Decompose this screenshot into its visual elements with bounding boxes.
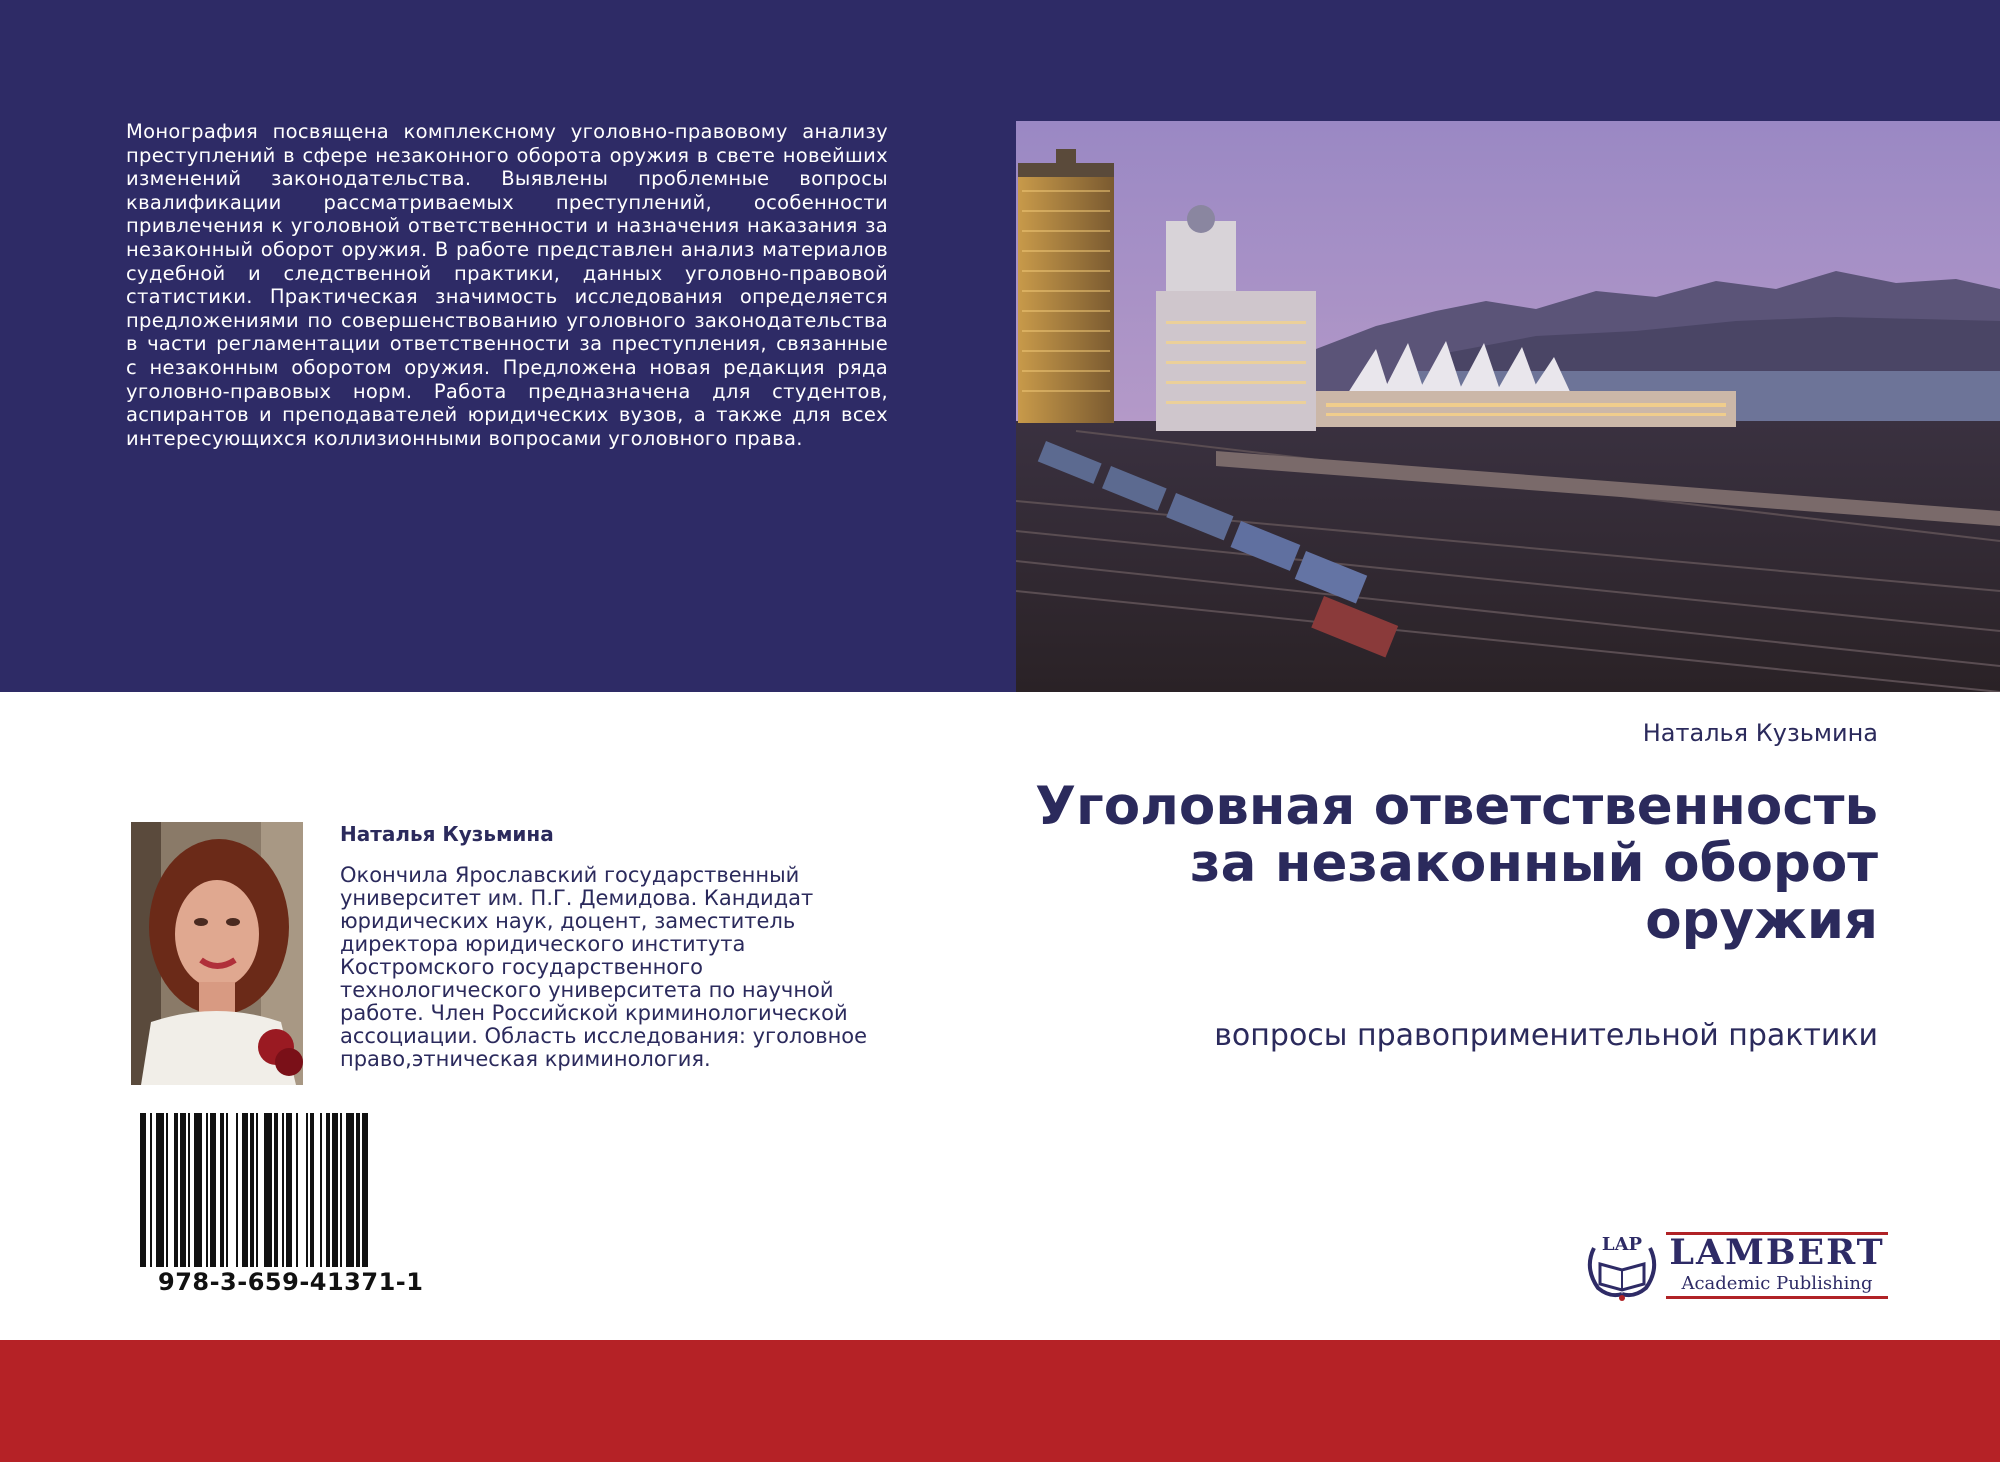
publisher-name: LAMBERT [1666,1232,1888,1271]
barcode-bar [166,1113,168,1267]
barcode-bar [306,1113,308,1267]
lap-emblem-icon [1580,1228,1666,1302]
barcode-bar [140,1113,146,1267]
bio-text: Окончила Ярославский государственный университет им. П.Г. Демидова. Кандидат юридических наук, доцент, заместитель директора юридического института Костромского государственного технологического университета по научной работе. Член Российской криминологической ассоциации. Область исследования: уголовное право,этническая криминология. [340,863,868,1071]
publisher-tagline: Academic Publishing [1666,1272,1888,1299]
barcode-bar [362,1113,368,1267]
barcode-bar [226,1113,228,1267]
barcode-bar [256,1113,258,1267]
barcode-bar [206,1113,208,1267]
front-cover-author: Наталья Кузьмина [1642,719,1878,747]
barcode-bar [310,1113,314,1267]
bottom-red-band [0,1340,2000,1462]
publisher-logo [1580,1228,1890,1302]
isbn-number: 978-3-659-41371-1 [158,1268,424,1296]
barcode-bar [340,1113,342,1267]
lap-emblem-letters: LAP [1601,1234,1643,1255]
barcode-bar [236,1113,238,1267]
barcode-bar [274,1113,278,1267]
barcode-bar [220,1113,224,1267]
cover-photo-harbor-city [1016,121,2000,692]
author-portrait [131,822,303,1085]
barcode-bar [156,1113,164,1267]
barcode-bar [320,1113,322,1267]
barcode-bar [194,1113,202,1267]
barcode-bar [332,1113,338,1267]
barcode-bar [150,1113,152,1267]
barcode-bar [188,1113,190,1267]
barcode-bar [346,1113,354,1267]
barcode-bar [282,1113,284,1267]
barcode-bar [242,1113,248,1267]
barcode-bar [286,1113,292,1267]
book-subtitle: вопросы правоприменительной практики [1214,1018,1878,1053]
barcode-bar [210,1113,216,1267]
barcode-bar [264,1113,272,1267]
back-cover-blurb: Монография посвящена комплексному уголовно-правовому анализу преступлений в сфере незаконного оборота оружия в свете новейших изменений законодательства. Выявлены проблемные вопросы квалификации рассматриваемых преступлений, особенности привлечения к уголовной ответственности и назначения наказания за незаконный оборот оружия. В работе представлен анализ материалов судебной и следственной практики, данных уголовно-правовой статистики. Практическая значимость исследования определяется предложениями по совершенствованию уголовного законодательства в части регламентации ответственности за преступления, связанные с незаконным оборотом оружия. Предложена новая редакция ряда уголовно-правовых норм. Работа предназначена для студентов, аспирантов и преподавателей юридических вузов, а также для всех интересующихся коллизионными вопросами уголовного права. [126,120,888,450]
barcode-bar [326,1113,330,1267]
barcode-bar [174,1113,178,1267]
barcode-bar [296,1113,298,1267]
isbn-barcode [138,1113,418,1267]
barcode-bar [250,1113,254,1267]
barcode-bar [180,1113,186,1267]
book-title: Уголовная ответственность за незаконный оборот оружия [1035,776,1878,951]
bio-author-name: Наталья Кузьмина [340,822,554,846]
barcode-bar [356,1113,360,1267]
